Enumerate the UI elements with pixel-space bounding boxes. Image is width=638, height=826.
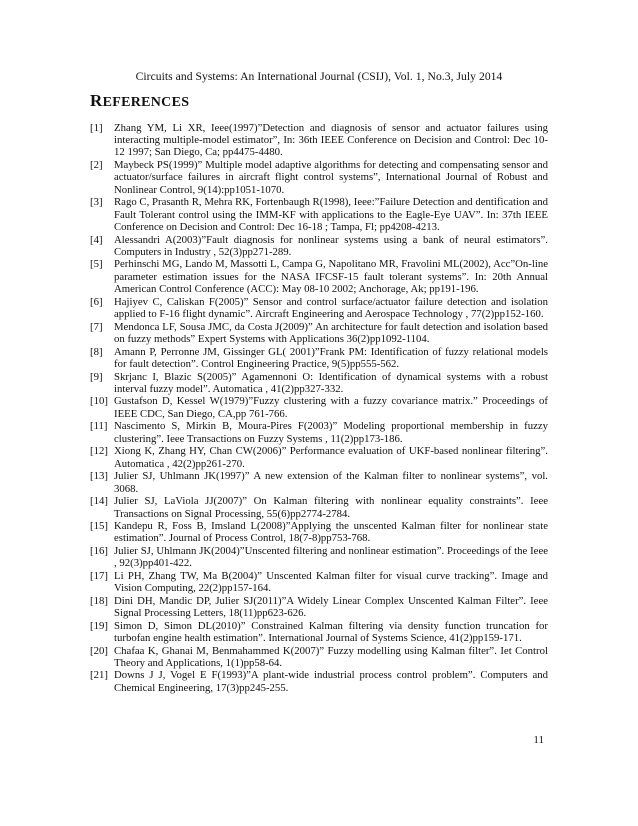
reference-text: Downs J J, Vogel E F(1993)”A plant-wide industrial process control problem”. Computers and Chemical Engineering, 17(3)pp245-255.: [114, 669, 548, 694]
reference-number: [10]: [90, 395, 108, 408]
reference-item: [90, 595, 548, 620]
reference-item: [90, 321, 548, 346]
reference-number: [4]: [90, 233, 103, 246]
reference-text: Li PH, Zhang TW, Ma B(2004)” Unscented Kalman filter for visual curve tracking”. Image and Vision Computing, 22(2)pp157-164.: [114, 569, 548, 595]
reference-text: Simon D, Simon DL(2010)” Constrained Kalman filtering via density function truncation for turbofan engine health estimation”. International Journal of Systems Science, 41(2)pp159-171.: [114, 619, 548, 645]
reference-text: Alessandri A(2003)”Fault diagnosis for nonlinear systems using a bank of neural estimators”. Computers in Industry , 52(3)pp271-289.: [114, 233, 548, 259]
reference-item: [90, 669, 548, 694]
reference-item: [90, 520, 548, 545]
reference-item: [90, 258, 548, 295]
reference-item: [90, 545, 548, 570]
reference-list: [90, 122, 548, 695]
reference-text: Rago C, Prasanth R, Mehra RK, Fortenbaugh R(1998), Ieee:”Failure Detection and dentification and Fault Tolerant control using the IMM-KF with applications to the Eagle-Eye UAV”. In: 37th IEEE Conference on Decision and Control: Dec 16-18 ; Tampa, Fl; pp4208-4213.: [114, 196, 548, 234]
reference-text: Nascimento S, Mirkin B, Moura-Pires F(2003)” Modeling proportional membership in fuzzy clustering”. Ieee Transactions on Fuzzy Systems , 11(2)pp173-186.: [114, 420, 548, 445]
reference-item: [90, 395, 548, 420]
reference-text: Julier SJ, Uhlmann JK(1997)” A new extension of the Kalman filter to nonlinear systems”, vol. 3068.: [114, 470, 548, 495]
reference-item: [90, 346, 548, 371]
reference-number: [2]: [90, 158, 103, 171]
heading-initial: R: [90, 91, 103, 110]
references-heading: [90, 91, 189, 111]
reference-item: [90, 645, 548, 670]
reference-item: [90, 159, 548, 196]
reference-number: [6]: [90, 295, 103, 308]
reference-number: [21]: [90, 669, 108, 682]
reference-text: Xiong K, Zhang HY, Chan CW(2006)” Performance evaluation of UKF-based nonlinear filtering”. Automatica , 42(2)pp261-270.: [114, 445, 548, 470]
reference-number: [15]: [90, 520, 108, 532]
reference-number: [5]: [90, 258, 103, 271]
reference-number: [16]: [90, 544, 108, 557]
reference-number: [8]: [90, 345, 103, 358]
reference-number: [18]: [90, 594, 108, 607]
reference-text: Perhinschi MG, Lando M, Massotti L, Campa G, Napolitano MR, Fravolini ML(2002), Acc”On-line parameter estimation issues for the NASA IFCSF-15 fault tolerant systems”. In: 20th Annual American Control Conference (ACC): May 08-10 2002; Anchorage, Ak; pp191-196.: [114, 258, 548, 296]
reference-number: [17]: [90, 569, 108, 582]
reference-item: [90, 371, 548, 396]
reference-text: Zhang YM, Li XR, Ieee(1997)”Detection and diagnosis of sensor and actuator failures using interacting multiple-model estimator”, In: 36th IEEE Conference on Decision and Control: Dec 10-12 1997; San Diego, Ca; pp4475-4480.: [114, 121, 548, 159]
reference-text: Dini DH, Mandic DP, Julier SJ(2011)”A Widely Linear Complex Unscented Kalman Filter”. Ieee Signal Processing Letters, 18(11)pp623-626.: [114, 594, 548, 620]
reference-text: Julier SJ, Uhlmann JK(2004)”Unscented filtering and nonlinear estimation”. Proceedings of the Ieee , 92(3)pp401-422.: [114, 544, 548, 570]
reference-item: [90, 620, 548, 645]
reference-number: [3]: [90, 196, 103, 209]
reference-number: [13]: [90, 470, 108, 483]
reference-item: [90, 495, 548, 520]
reference-text: Julier SJ, LaViola JJ(2007)” On Kalman filtering with nonlinear equality constraints”. Ieee Transactions on Signal Processing, 55(6)pp2774-2784.: [114, 495, 548, 520]
reference-number: [14]: [90, 495, 108, 508]
reference-number: [7]: [90, 320, 103, 333]
reference-text: Amann P, Perronne JM, Gissinger GL( 2001)”Frank PM: Identification of fuzzy relational models for fault detection”. Control Engineering Practice, 9(5)pp555-562.: [114, 345, 548, 371]
reference-item: [90, 420, 548, 445]
reference-item: [90, 470, 548, 495]
reference-item: [90, 570, 548, 595]
reference-text: Gustafson D, Kessel W(1979)”Fuzzy clustering with a fuzzy covariance matrix.” Proceedings of IEEE CDC, San Diego, CA,pp 761-766.: [114, 395, 548, 420]
reference-item: [90, 445, 548, 470]
reference-text: Kandepu R, Foss B, Imsland L(2008)”Applying the unscented Kalman filter for nonlinear state estimation”. Journal of Process Control, 18(7-8)pp753-768.: [114, 520, 548, 545]
reference-item: [90, 122, 548, 159]
page-number: 11: [533, 734, 544, 746]
reference-text: Mendonca LF, Sousa JMC, da Costa J(2009)” An architecture for fault detection and isolation based on fuzzy methods” Expert Systems with Applications 36(2)pp1092-1104.: [114, 320, 548, 346]
reference-number: [20]: [90, 644, 108, 657]
reference-number: [9]: [90, 370, 103, 383]
heading-rest: EFERENCES: [102, 95, 190, 110]
running-header: Circuits and Systems: An International Journal (CSIJ), Vol. 1, No.3, July 2014: [135, 70, 503, 83]
reference-item: [90, 234, 548, 259]
reference-number: [1]: [90, 121, 103, 134]
reference-text: Maybeck PS(1999)” Multiple model adaptive algorithms for detecting and compensating sensor and actuator/surface failures in aircraft flight control systems”, International Journal of Robust and Nonlinear Control, 9(14):pp1051-1070.: [114, 158, 548, 196]
reference-number: [11]: [90, 420, 108, 433]
reference-number: [12]: [90, 445, 108, 458]
reference-text: Chafaa K, Ghanai M, Benmahammed K(2007)” Fuzzy modelling using Kalman filter”. Iet Control Theory and Applications, 1(1)pp58-64.: [114, 644, 548, 669]
reference-item: [90, 296, 548, 321]
reference-item: [90, 196, 548, 233]
reference-text: Hajiyev C, Caliskan F(2005)” Sensor and control surface/actuator failure detection and isolation applied to F-16 flight dynamic”. Aircraft Engineering and Aerospace Technology , 77(2)pp152-160.: [114, 295, 548, 321]
reference-number: [19]: [90, 619, 108, 632]
reference-text: Skrjanc I, Blazic S(2005)” Agamennoni O: Identification of dynamical systems with a robust interval fuzzy model”. Automatica , 41(2)pp327-332.: [114, 370, 548, 396]
